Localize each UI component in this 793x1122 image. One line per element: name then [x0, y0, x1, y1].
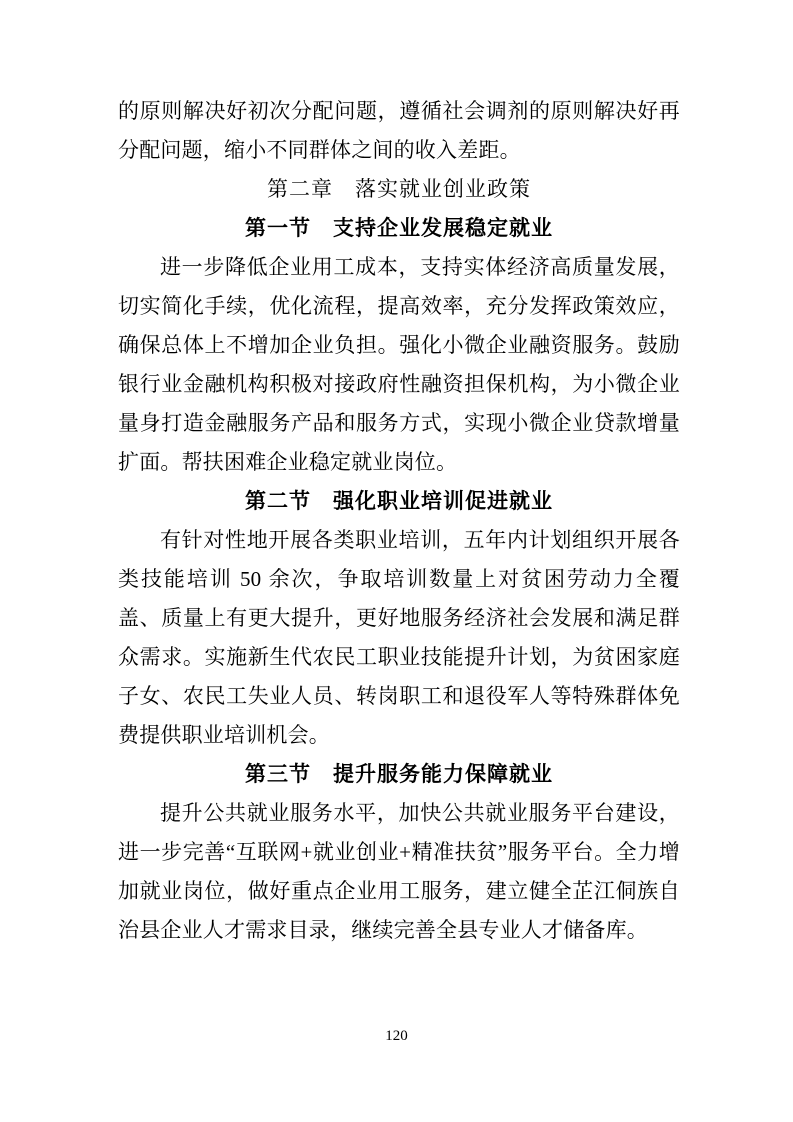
- paragraph-section-3-body: 提升公共就业服务水平，加快公共就业服务平台建设，进一步完善“互联网+就业创业+精准扶贫”服务平台。全力增加就业岗位，做好重点企业用工服务，建立健全芷江侗族自治县企业人才需求目录，继续完善全县专业人才储备库。: [118, 801, 680, 942]
- section-heading-1: 第一节 支持企业发展稳定就业: [245, 217, 553, 240]
- chapter-heading-2: 第二章 落实就业创业政策: [267, 178, 531, 201]
- page-number: 120: [385, 1028, 408, 1044]
- section-heading-2: 第二节 强化职业培训促进就业: [245, 490, 553, 513]
- page-content: [118, 92, 680, 950]
- section-heading-3: 第三节 提升服务能力保障就业: [245, 763, 553, 786]
- paragraph-continuation: 的原则解决好初次分配问题，遵循社会调剂的原则解决好再分配问题，缩小不同群体之间的收入差距。: [118, 99, 680, 162]
- paragraph-section-2-body: 有针对性地开展各类职业培训，五年内计划组织开展各类技能培训 50 余次，争取培训数量上对贫困劳动力全覆盖、质量上有更大提升，更好地服务经济社会发展和满足群众需求。实施新生代农民工职业技能提升计划，为贫困家庭子女、农民工失业人员、转岗职工和退役军人等特殊群体免费提供职业培训机会。: [118, 528, 680, 747]
- paragraph-section-1-body: 进一步降低企业用工成本，支持实体经济高质量发展，切实简化手续，优化流程，提高效率，充分发挥政策效应，确保总体上不增加企业负担。强化小微企业融资服务。鼓励银行业金融机构积极对接政府性融资担保机构，为小微企业量身打造金融服务产品和服务方式，实现小微企业贷款增量扩面。帮扶困难企业稳定就业岗位。: [118, 255, 680, 474]
